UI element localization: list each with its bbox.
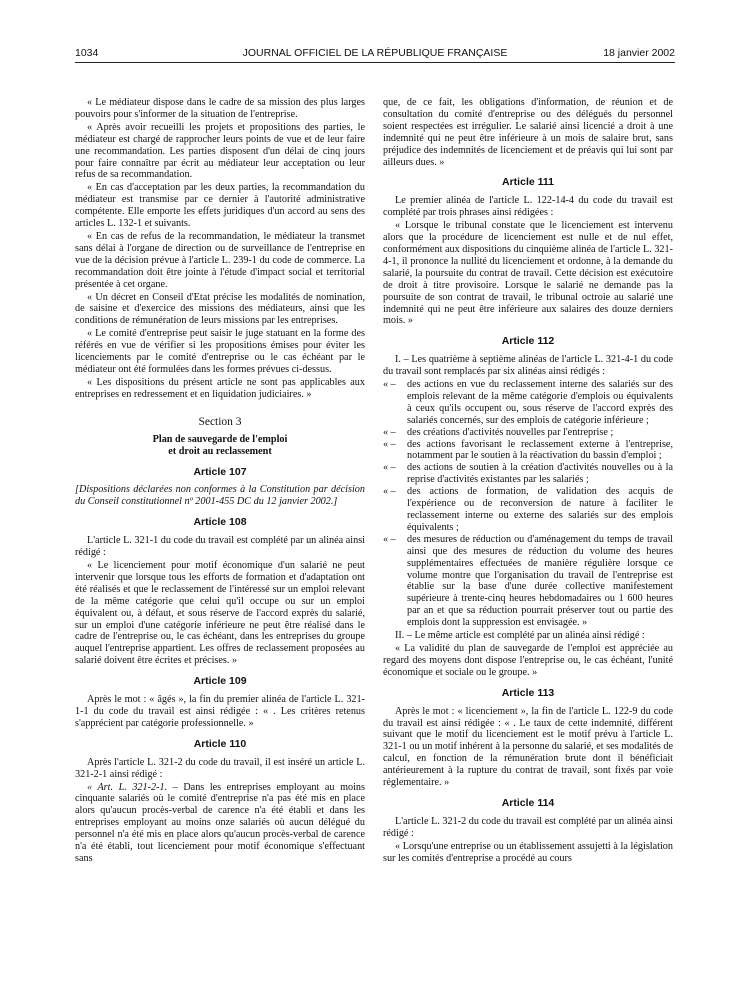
paragraph: « Après avoir recueilli les projets et propositions des parties, le médiateur est chargé de rapprocher leurs points de vue et de leur faire une recommandation. Les parties disposent d'un délai de cinq jours pour faire connaître par écrit au médiateur leur acceptation ou leur refus de sa recommandation. — [75, 121, 365, 181]
article-heading-110: Article 110 — [193, 737, 247, 750]
paragraph — [75, 782, 365, 865]
journal-title: JOURNAL OFFICIEL DE LA RÉPUBLIQUE FRANÇAISE — [242, 47, 508, 59]
article-heading-112: Article 112 — [501, 335, 555, 348]
paragraph: Après le mot : « licenciement », la fin de l'article L. 122-9 du code du travail est ainsi rédigée : « . Le taux de cette indemnité, différent suivant que le motif du licenciement est le motif prévu à l'article L. 321-1 ou un motif inhérent à la personne du salarié, et ses modalités de calcul, en fonction de la rémunération brute dont il bénéficiait antérieurement à la rupture du contrat de travail, sont fixés par voie réglementaire. » — [383, 705, 673, 789]
dash-marker: « – — [383, 486, 396, 498]
paragraph: Le premier alinéa de l'article L. 122-14-4 du code du travail est complété par trois phrases ainsi rédigées : — [383, 195, 673, 219]
list-item: « – des actions en vue du reclassement interne des salariés sur des emplois relevant de la même catégorie d'emplois ou équivalents à ceux qu'ils occupent ou, sous réserve de l'accord exprès des salariés concernés, sur des emplois de catégorie inférieure ; — [383, 379, 673, 426]
dash-marker: « – — [383, 533, 396, 545]
section-title — [75, 434, 365, 458]
left-column — [75, 97, 365, 866]
article-heading-108: Article 108 — [193, 516, 247, 529]
paragraph: L'article L. 321-2 du code du travail est complété par un alinéa ainsi rédigé : — [383, 815, 673, 839]
article-heading-114: Article 114 — [501, 796, 555, 809]
right-column — [383, 97, 673, 865]
paragraph: Après l'article L. 321-2 du code du travail, il est inséré un article L. 321-2-1 ainsi rédigé : — [75, 756, 365, 780]
paragraph: I. – Les quatrième à septième alinéas de l'article L. 321-4-1 du code du travail sont remplacés par six alinéas ainsi rédigés : — [383, 354, 673, 378]
paragraph: « En cas de refus de la recommandation, le médiateur la transmet sans délai à l'organe de direction ou de surveillance de l'entreprise en vue de la décision prévue à l'article L. 239-1 du code de commerce. La recommandation doit être jointe à l'étude d'impact social et territorial présentée à cet organe. — [75, 230, 365, 290]
article-107-text: [Dispositions déclarées non conformes à la Constitution par décision du Conseil constitutionnel nº 2001-455 DC du 12 janvier 2002.] — [75, 484, 365, 508]
paragraph: II. – Le même article est complété par un alinéa ainsi rédigé : — [395, 630, 645, 642]
paragraph: « Un décret en Conseil d'Etat précise les modalités de nomination, de saisine et d'exercice des missions des médiateurs, ainsi que les conditions de rémunération de leurs missions par les entreprises. — [75, 291, 365, 327]
page-header — [75, 47, 675, 63]
section-heading: Section 3 — [198, 415, 242, 428]
paragraph: « Lorsque le tribunal constate que le licenciement est intervenu alors que la procédure de licenciement est nulle et de nul effet, conformément aux dispositions du cinquième alinéa de l'article L. 321-4-1, il prononce la nullité du licenciement et ordonne, à la demande du salarié, la poursuite du contrat de travail. Cette décision est exécutoire de droit à titre provisoire. Lorsque le salarié ne demande pas la poursuite de son contrat de travail, le tribunal octroie au salarié une indemnité qui ne peut être inférieure aux salaires des douze derniers mois. » — [383, 220, 673, 327]
dash-list — [383, 379, 673, 629]
paragraph: « Lorsqu'une entreprise ou un établissement assujetti à la législation sur les comités d'entreprise a procédé au cours — [383, 840, 673, 864]
paragraph: « La validité du plan de sauvegarde de l'emploi est appréciée au regard des moyens dont dispose l'entreprise ou, le cas échéant, l'unité économique et sociale ou le groupe. » — [383, 642, 673, 678]
page-number: 1034 — [75, 47, 99, 59]
paragraph: « Le licenciement pour motif économique d'un salarié ne peut intervenir que lorsque tous les efforts de formation et d'adaptation ont été réalisés et que le reclassement de l'intéressé sur un emploi relevant de la même catégorie que celui qu'il occupe ou sur un emploi équivalent ou, à défaut, et sous réserve de l'accord exprès du salarié, sur un emploi d'une catégorie inférieure ne peut être réalisé dans le cadre de l'entreprise ou, le cas échéant, dans les entreprises du groupe auquel l'entreprise appartient. Les offres de reclassement proposées au salarié doivent être écrites et précises. » — [75, 560, 365, 667]
paragraph: « Les dispositions du présent article ne sont pas applicables aux entreprises en redressement et en liquidation judiciaires. » — [75, 376, 365, 400]
header-rule — [75, 62, 675, 63]
list-item: « – des actions de formation, de validation des acquis de l'expérience ou de reconversion de nature à faciliter le reclassement interne ou externe des salariés sur des emplois équivalents ; — [383, 486, 673, 533]
article-heading-107: Article 107 — [193, 465, 247, 478]
dash-marker: « – — [383, 438, 396, 450]
paragraph: que, de ce fait, les obligations d'information, de réunion et de consultation du comité d'entreprise ou des délégués du personnel soient respectées est irrégulier. Le salarié ainsi licencié a droit à une indemnité qui ne peut être inférieure à un mois de salaire brut, sans préjudice des indemnités de licenciement et de préavis qui lui sont par ailleurs dues. » — [383, 97, 673, 168]
list-item: « – des mesures de réduction ou d'aménagement du temps de travail ainsi que des mesures de réduction du volume des heures supplémentaires effectuées de manière régulière lorsque ce volume montre que l'organisation du travail de l'entreprise est établie sur la base d'une durée collective manifestement supérieure à trente-cinq heures hebdomadaires ou 1 600 heures par an et que sa réduction pourrait préserver tout ou partie des emplois dont la suppression est envisagée. » — [383, 533, 673, 629]
dash-marker: « – — [383, 462, 396, 474]
list-item: « – des actions favorisant le reclassement externe à l'entreprise, notamment par le soutien à la réactivation du bassin d'emploi ; — [383, 438, 673, 462]
article-reference: « Art. L. 321-2-1. – — [87, 781, 178, 793]
paragraph: « En cas d'acceptation par les deux parties, la recommandation du médiateur est transmise par ce dernier à l'autorité administrative compétente. Elle emporte les effets juridiques d'un accord au sens des articles L. 132-1 et suivants. — [75, 182, 365, 230]
section-title-line: et droit au reclassement — [168, 445, 272, 457]
article-heading-111: Article 111 — [502, 176, 554, 189]
paragraph: « Le médiateur dispose dans le cadre de sa mission des plus larges pouvoirs pour s'informer de la situation de l'entreprise. — [75, 97, 365, 120]
dash-marker: « – — [383, 379, 396, 391]
list-item: « – des actions de soutien à la création d'activités nouvelles ou à la reprise d'activités existantes par les salariés ; — [383, 462, 673, 486]
list-item: « – des créations d'activités nouvelles par l'entreprise ; — [383, 426, 614, 438]
paragraph: L'article L. 321-1 du code du travail est complété par un alinéa ainsi rédigé : — [75, 535, 365, 559]
paragraph: « Le comité d'entreprise peut saisir le juge statuant en la forme des référés en vue de vérifier si les propositions émises pour éviter les licenciements par le comité d'entreprise ou le cas échéant par le médiateur ont été formulées dans les formes prévues ci-dessus. — [75, 328, 365, 375]
issue-date: 18 janvier 2002 — [603, 47, 675, 59]
paragraph-body: Dans les entreprises employant au moins cinquante salariés où le comité d'entreprise n'a pas été mis en place alors qu'aucun procès-verbal de carence n'a été établi et dans les entreprises employant au moins onze salariés où aucun délégué du personnel n'a été mis en place alors qu'aucun procès-verbal de carence n'a été établi, tout licenciement pour motif économique s'effectuant sans — [75, 781, 365, 864]
article-heading-113: Article 113 — [501, 686, 555, 699]
section-title-line: Plan de sauvegarde de l'emploi — [152, 433, 288, 445]
dash-marker: « – — [383, 426, 396, 438]
article-heading-109: Article 109 — [193, 675, 247, 688]
paragraph: Après le mot : « âgés », la fin du premier alinéa de l'article L. 321-1-1 du code du travail est ainsi rédigée : « . Les critères retenus s'apprécient par catégorie professionnelle. » — [75, 694, 365, 729]
